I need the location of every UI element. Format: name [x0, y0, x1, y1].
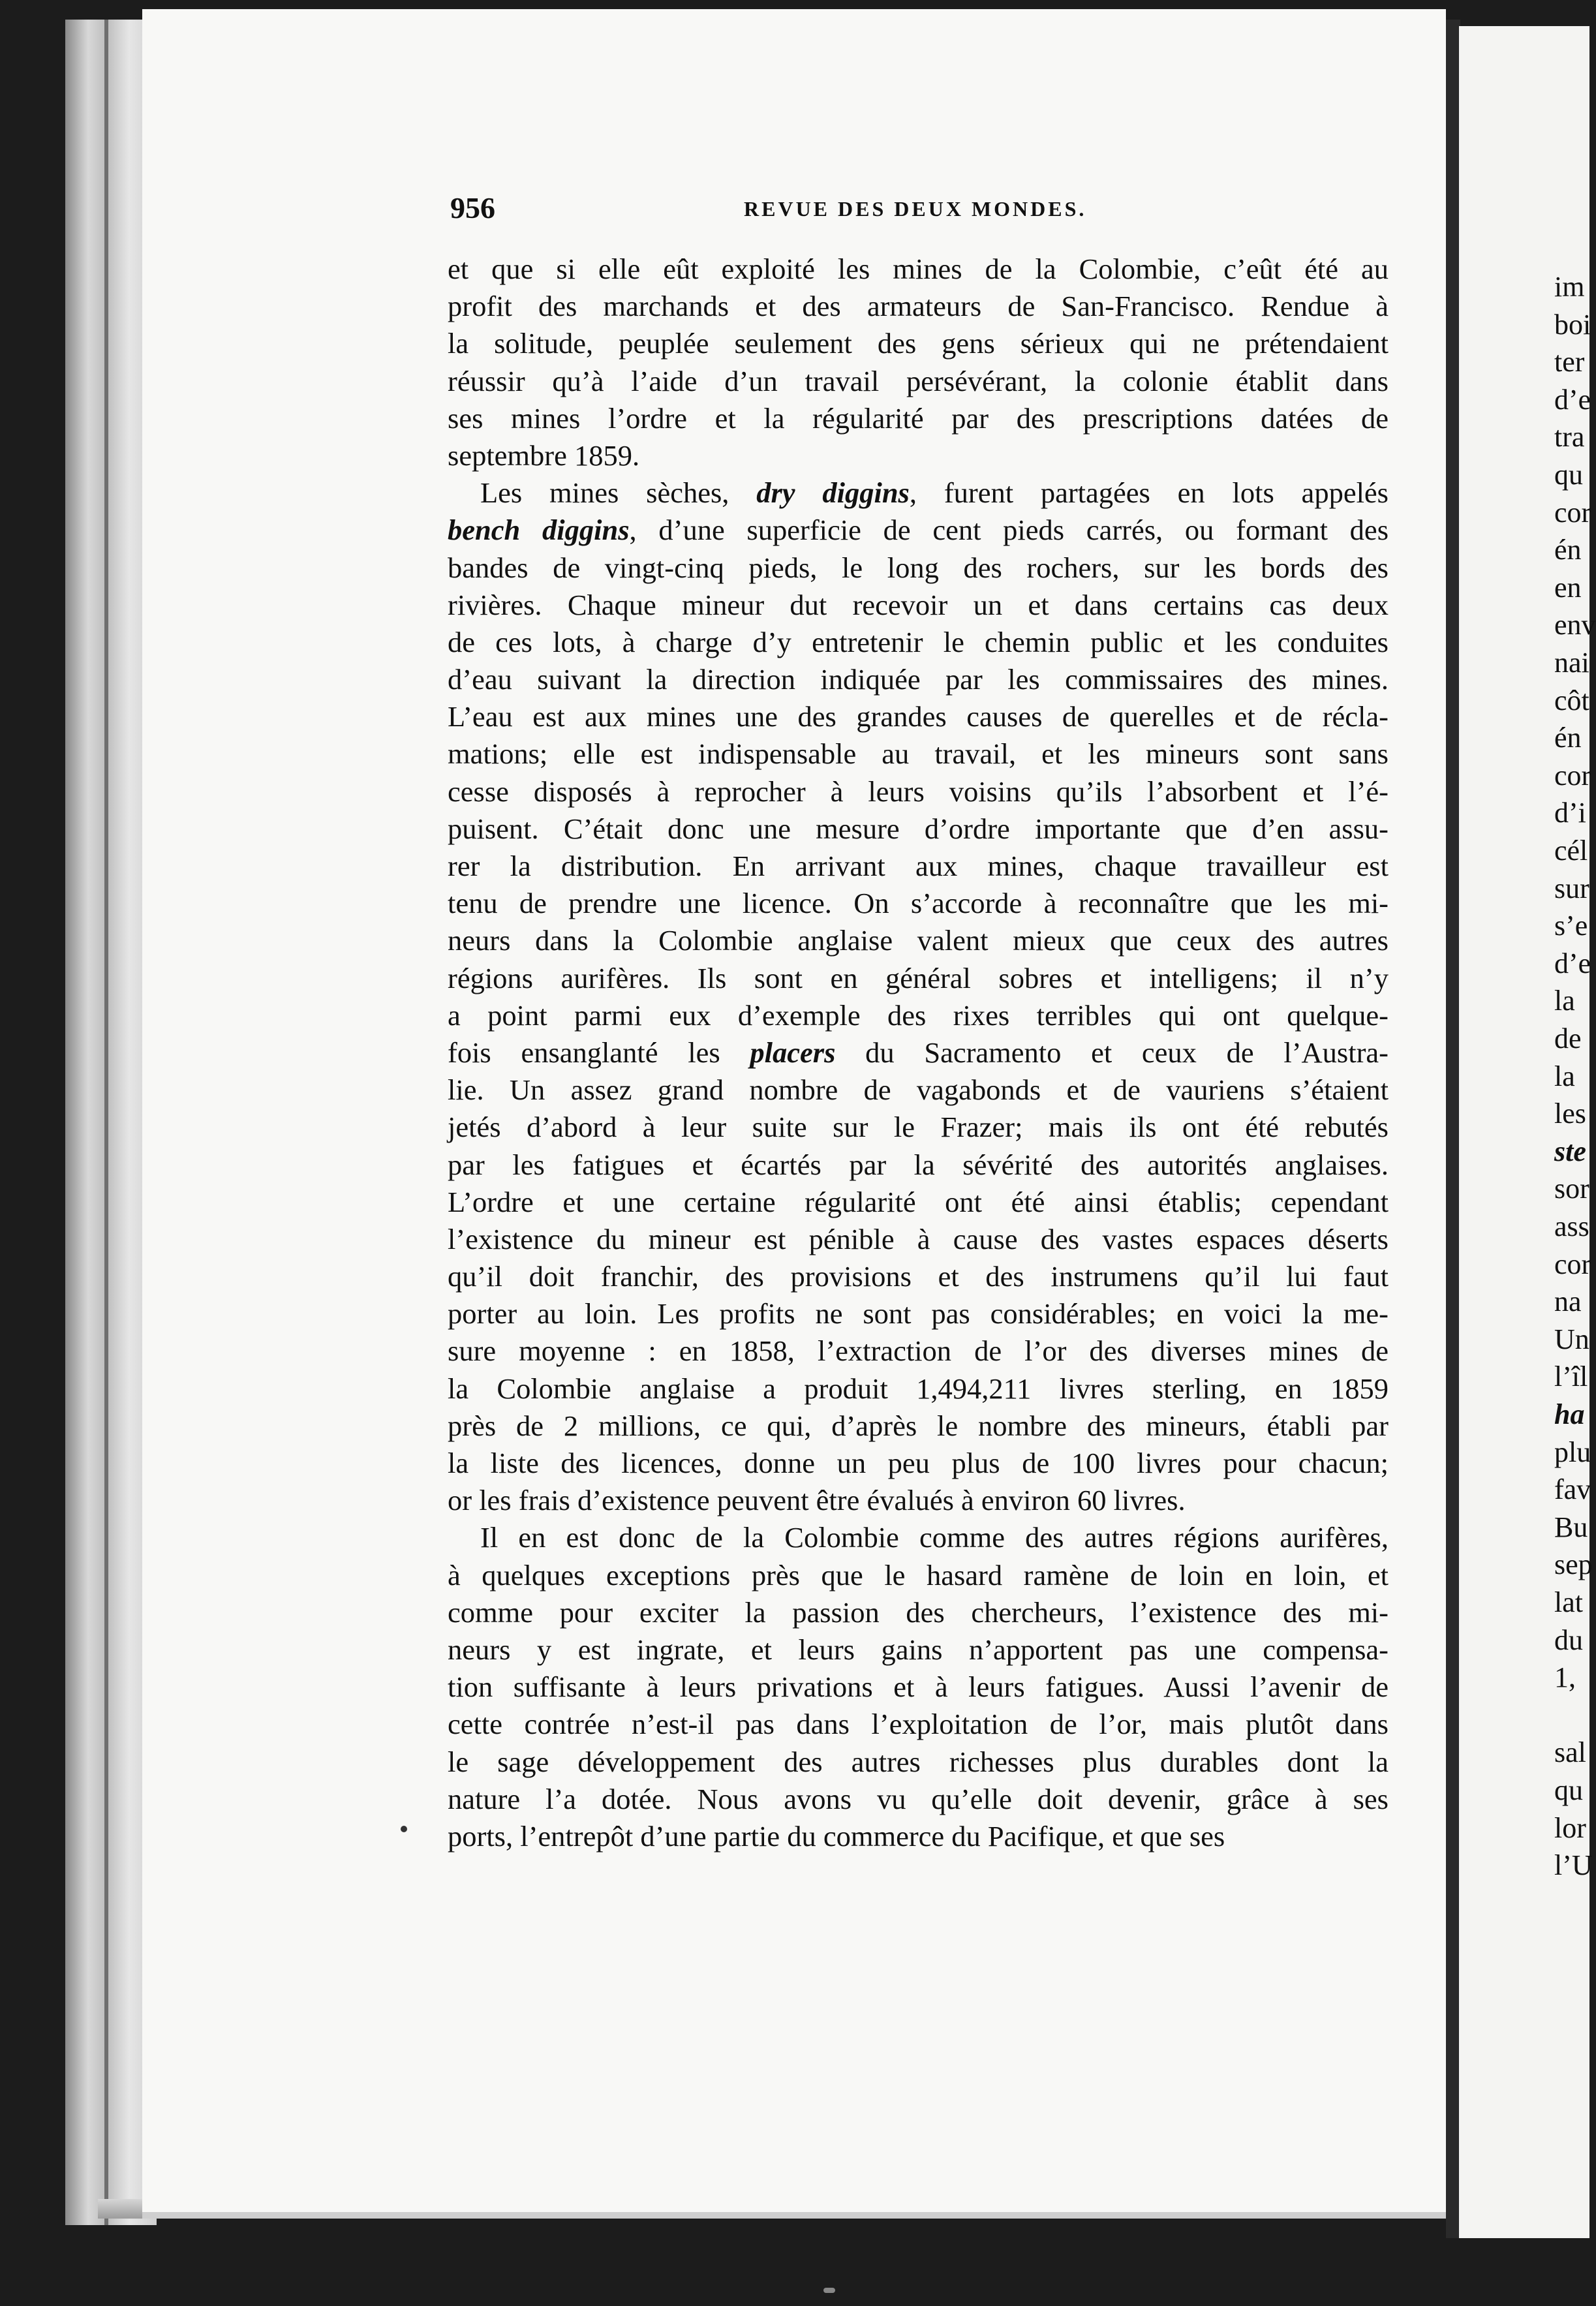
- text-line: tenu de prendre une licence. On s’accorde à reconnaître que les mi-: [448, 887, 1389, 920]
- italic-term: placers: [750, 1036, 836, 1069]
- text-line: puisent. C’était donc une mesure d’ordre importante que d’en assu-: [448, 812, 1389, 845]
- text-line: bandes de vingt-cinq pieds, le long des rochers, sur les bords des: [448, 551, 1389, 584]
- next-page-fragment: én: [1554, 534, 1582, 566]
- next-page-fragment: s’e: [1554, 910, 1588, 942]
- next-page-fragment: ass: [1554, 1210, 1589, 1242]
- next-page-fragment: ha: [1554, 1398, 1585, 1430]
- text-line: [448, 512, 1389, 549]
- next-page-fragment: cor: [1554, 496, 1591, 529]
- text-line: or les frais d’existence peuvent être évalués à environ 60 livres.: [448, 1484, 1186, 1517]
- next-page-fragment: env: [1554, 609, 1596, 641]
- next-page-fragment: sep: [1554, 1548, 1593, 1581]
- next-page-fragment: d’e: [1554, 947, 1591, 979]
- text-line: l’existence du mineur est pénible à cause des vastes espaces déserts: [448, 1222, 1389, 1255]
- text-line: tion suffisante à leurs privations et à leurs fatigues. Aussi l’avenir de: [448, 1670, 1389, 1704]
- next-page-fragment: lor: [1554, 1811, 1586, 1844]
- next-page-fragment: côt: [1554, 684, 1589, 716]
- next-page-fragment: qu: [1554, 1774, 1583, 1806]
- text-line: ports, l’entrepôt d’une partie du commerce du Pacifique, et que ses: [448, 1819, 1225, 1852]
- text-line: à quelques exceptions près que le hasard ramène de loin en loin, et: [448, 1558, 1389, 1591]
- next-page-fragment: l’U: [1554, 1849, 1593, 1882]
- text-line: [448, 1034, 1389, 1071]
- text-line: sure moyenne : en 1858, l’extraction de l’or des diverses mines de: [448, 1334, 1389, 1368]
- text-line: d’eau suivant la direction indiquée par les commissaires des mines.: [448, 663, 1389, 696]
- next-page-fragment: sal: [1554, 1736, 1586, 1769]
- next-page-fragment: d’i: [1554, 797, 1586, 829]
- next-page-fragment: les: [1554, 1098, 1586, 1130]
- next-page-fragment: sor: [1554, 1173, 1589, 1205]
- text-line: nature l’a dotée. Nous avons vu qu’elle doit devenir, grâce à ses: [448, 1782, 1389, 1815]
- italic-term: bench diggins: [448, 514, 630, 547]
- text-run: Les mines sèches,: [480, 476, 757, 510]
- next-page-fragment: de: [1554, 1022, 1582, 1054]
- text-line: ses mines l’ordre et la régularité par des prescriptions datées de: [448, 401, 1389, 435]
- next-page-fragment: sur: [1554, 872, 1589, 904]
- text-line: par les fatigues et écartés par la sévérité des autorités anglaises.: [448, 1148, 1389, 1181]
- text-run: , furent partagées en lots appelés: [909, 476, 1389, 510]
- text-line: et que si elle eût exploité les mines de la Colombie, c’eût été au: [448, 253, 1389, 285]
- next-page-fragment: qu: [1554, 459, 1583, 491]
- text-run: , d’une superficie de cent pieds carrés, ou formant des: [629, 514, 1389, 547]
- text-line: rivières. Chaque mineur dut recevoir un et dans certains cas deux: [448, 588, 1389, 621]
- next-page-fragment: én: [1554, 722, 1582, 754]
- text-line: [448, 474, 1389, 512]
- text-line: a point parmi eux d’exemple des rixes terribles qui ont quelque-: [448, 998, 1389, 1032]
- italic-term: dry diggins: [756, 476, 910, 510]
- text-line: près de 2 millions, ce qui, d’après le nombre des mineurs, établi par: [448, 1409, 1389, 1442]
- text-line: réussir qu’à l’aide d’un travail persévérant, la colonie établit dans: [448, 364, 1389, 397]
- next-page-fragment: im: [1554, 271, 1585, 303]
- text-run: fois ensanglanté les: [448, 1036, 750, 1069]
- text-line: L’eau est aux mines une des grandes causes de querelles et de récla-: [448, 700, 1389, 733]
- text-line: septembre 1859.: [448, 438, 640, 472]
- text-line: porter au loin. Les profits ne sont pas considérables; en voici la me-: [448, 1297, 1389, 1330]
- next-page-fragment: ter: [1554, 346, 1585, 378]
- text-line: rer la distribution. En arrivant aux mines, chaque travailleur est: [448, 850, 1389, 882]
- text-line: la Colombie anglaise a produit 1,494,211 livres sterling, en 1859: [448, 1372, 1389, 1405]
- text-line: comme pour exciter la passion des chercheurs, l’existence des mi-: [448, 1595, 1389, 1629]
- next-page-fragment: na: [1554, 1285, 1582, 1318]
- next-page-fragment: d’e: [1554, 383, 1591, 416]
- next-page-fragment: en: [1554, 571, 1582, 604]
- next-page-fragment: du: [1554, 1623, 1583, 1656]
- next-page-fragment: Un: [1554, 1323, 1589, 1355]
- next-page-fragment: la: [1554, 985, 1575, 1017]
- text-line: cesse disposés à reprocher à leurs voisins qu’ils l’absorbent et l’é-: [448, 775, 1389, 808]
- text-line: profit des marchands et des armateurs de San-Francisco. Rendue à: [448, 290, 1389, 323]
- binding-shadow: [104, 20, 108, 2225]
- text-line: jetés d’abord à leur suite sur le Frazer; mais ils ont été rebutés: [448, 1111, 1389, 1144]
- next-page-fragment: boi: [1554, 308, 1591, 341]
- text-line: mations; elle est indispensable au travail, et les mineurs sont sans: [448, 737, 1389, 771]
- text-line: L’ordre et une certaine régularité ont été ainsi établis; cependant: [448, 1185, 1389, 1218]
- page-gutter: [1446, 20, 1460, 2238]
- text-line: neurs y est ingrate, et leurs gains n’apportent pas une compensa-: [448, 1633, 1389, 1666]
- text-line: lie. Un assez grand nombre de vagabonds et de vauriens s’étaient: [448, 1073, 1389, 1107]
- text-line: cette contrée n’est-il pas dans l’exploitation de l’or, mais plutôt dans: [448, 1708, 1389, 1741]
- text-line: régions aurifères. Ils sont en général sobres et intelligens; il n’y: [448, 961, 1389, 994]
- next-page-fragment: lat: [1554, 1586, 1583, 1618]
- next-page-fragment: nai: [1554, 647, 1589, 679]
- next-page-fragment: Bu: [1554, 1511, 1588, 1543]
- text-line: le sage développement des autres richesses plus durables dont la: [448, 1745, 1389, 1778]
- text-line: de ces lots, à charge d’y entretenir le chemin public et les conduites: [448, 625, 1389, 658]
- next-page-fragment: cor: [1554, 1248, 1591, 1280]
- next-page-fragment: cor: [1554, 759, 1591, 792]
- next-page-fragment: plu: [1554, 1436, 1591, 1468]
- next-page-fragment: fav: [1554, 1473, 1591, 1506]
- next-page-fragment: ste: [1554, 1135, 1586, 1167]
- next-page-fragment: 1,: [1554, 1661, 1576, 1694]
- next-page-fragment: la: [1554, 1060, 1575, 1092]
- text-line: la solitude, peuplée seulement des gens sérieux qui ne prétendaient: [448, 327, 1389, 360]
- text-line: neurs dans la Colombie anglaise valent mieux que ceux des autres: [448, 924, 1389, 957]
- body-text: [448, 251, 1389, 1855]
- text-line: Il en est donc de la Colombie comme des autres régions aurifères,: [480, 1521, 1389, 1554]
- text-line: qu’il doit franchir, des provisions et des instrumens qu’il lui faut: [448, 1260, 1389, 1293]
- text-run: du Sacramento et ceux de l’Austra-: [835, 1036, 1389, 1069]
- margin-ink-dot: [401, 1826, 407, 1832]
- text-line: la liste des licences, donne un peu plus de 100 livres pour chacun;: [448, 1447, 1389, 1479]
- next-page-fragment: tra: [1554, 421, 1585, 454]
- running-title: REVUE DES DEUX MONDES.: [744, 197, 1087, 221]
- next-page-fragment: l’îl: [1554, 1361, 1588, 1393]
- scan-artifact: [823, 2288, 835, 2293]
- page-number: 956: [450, 191, 495, 224]
- next-page-fragment: cél: [1554, 835, 1588, 867]
